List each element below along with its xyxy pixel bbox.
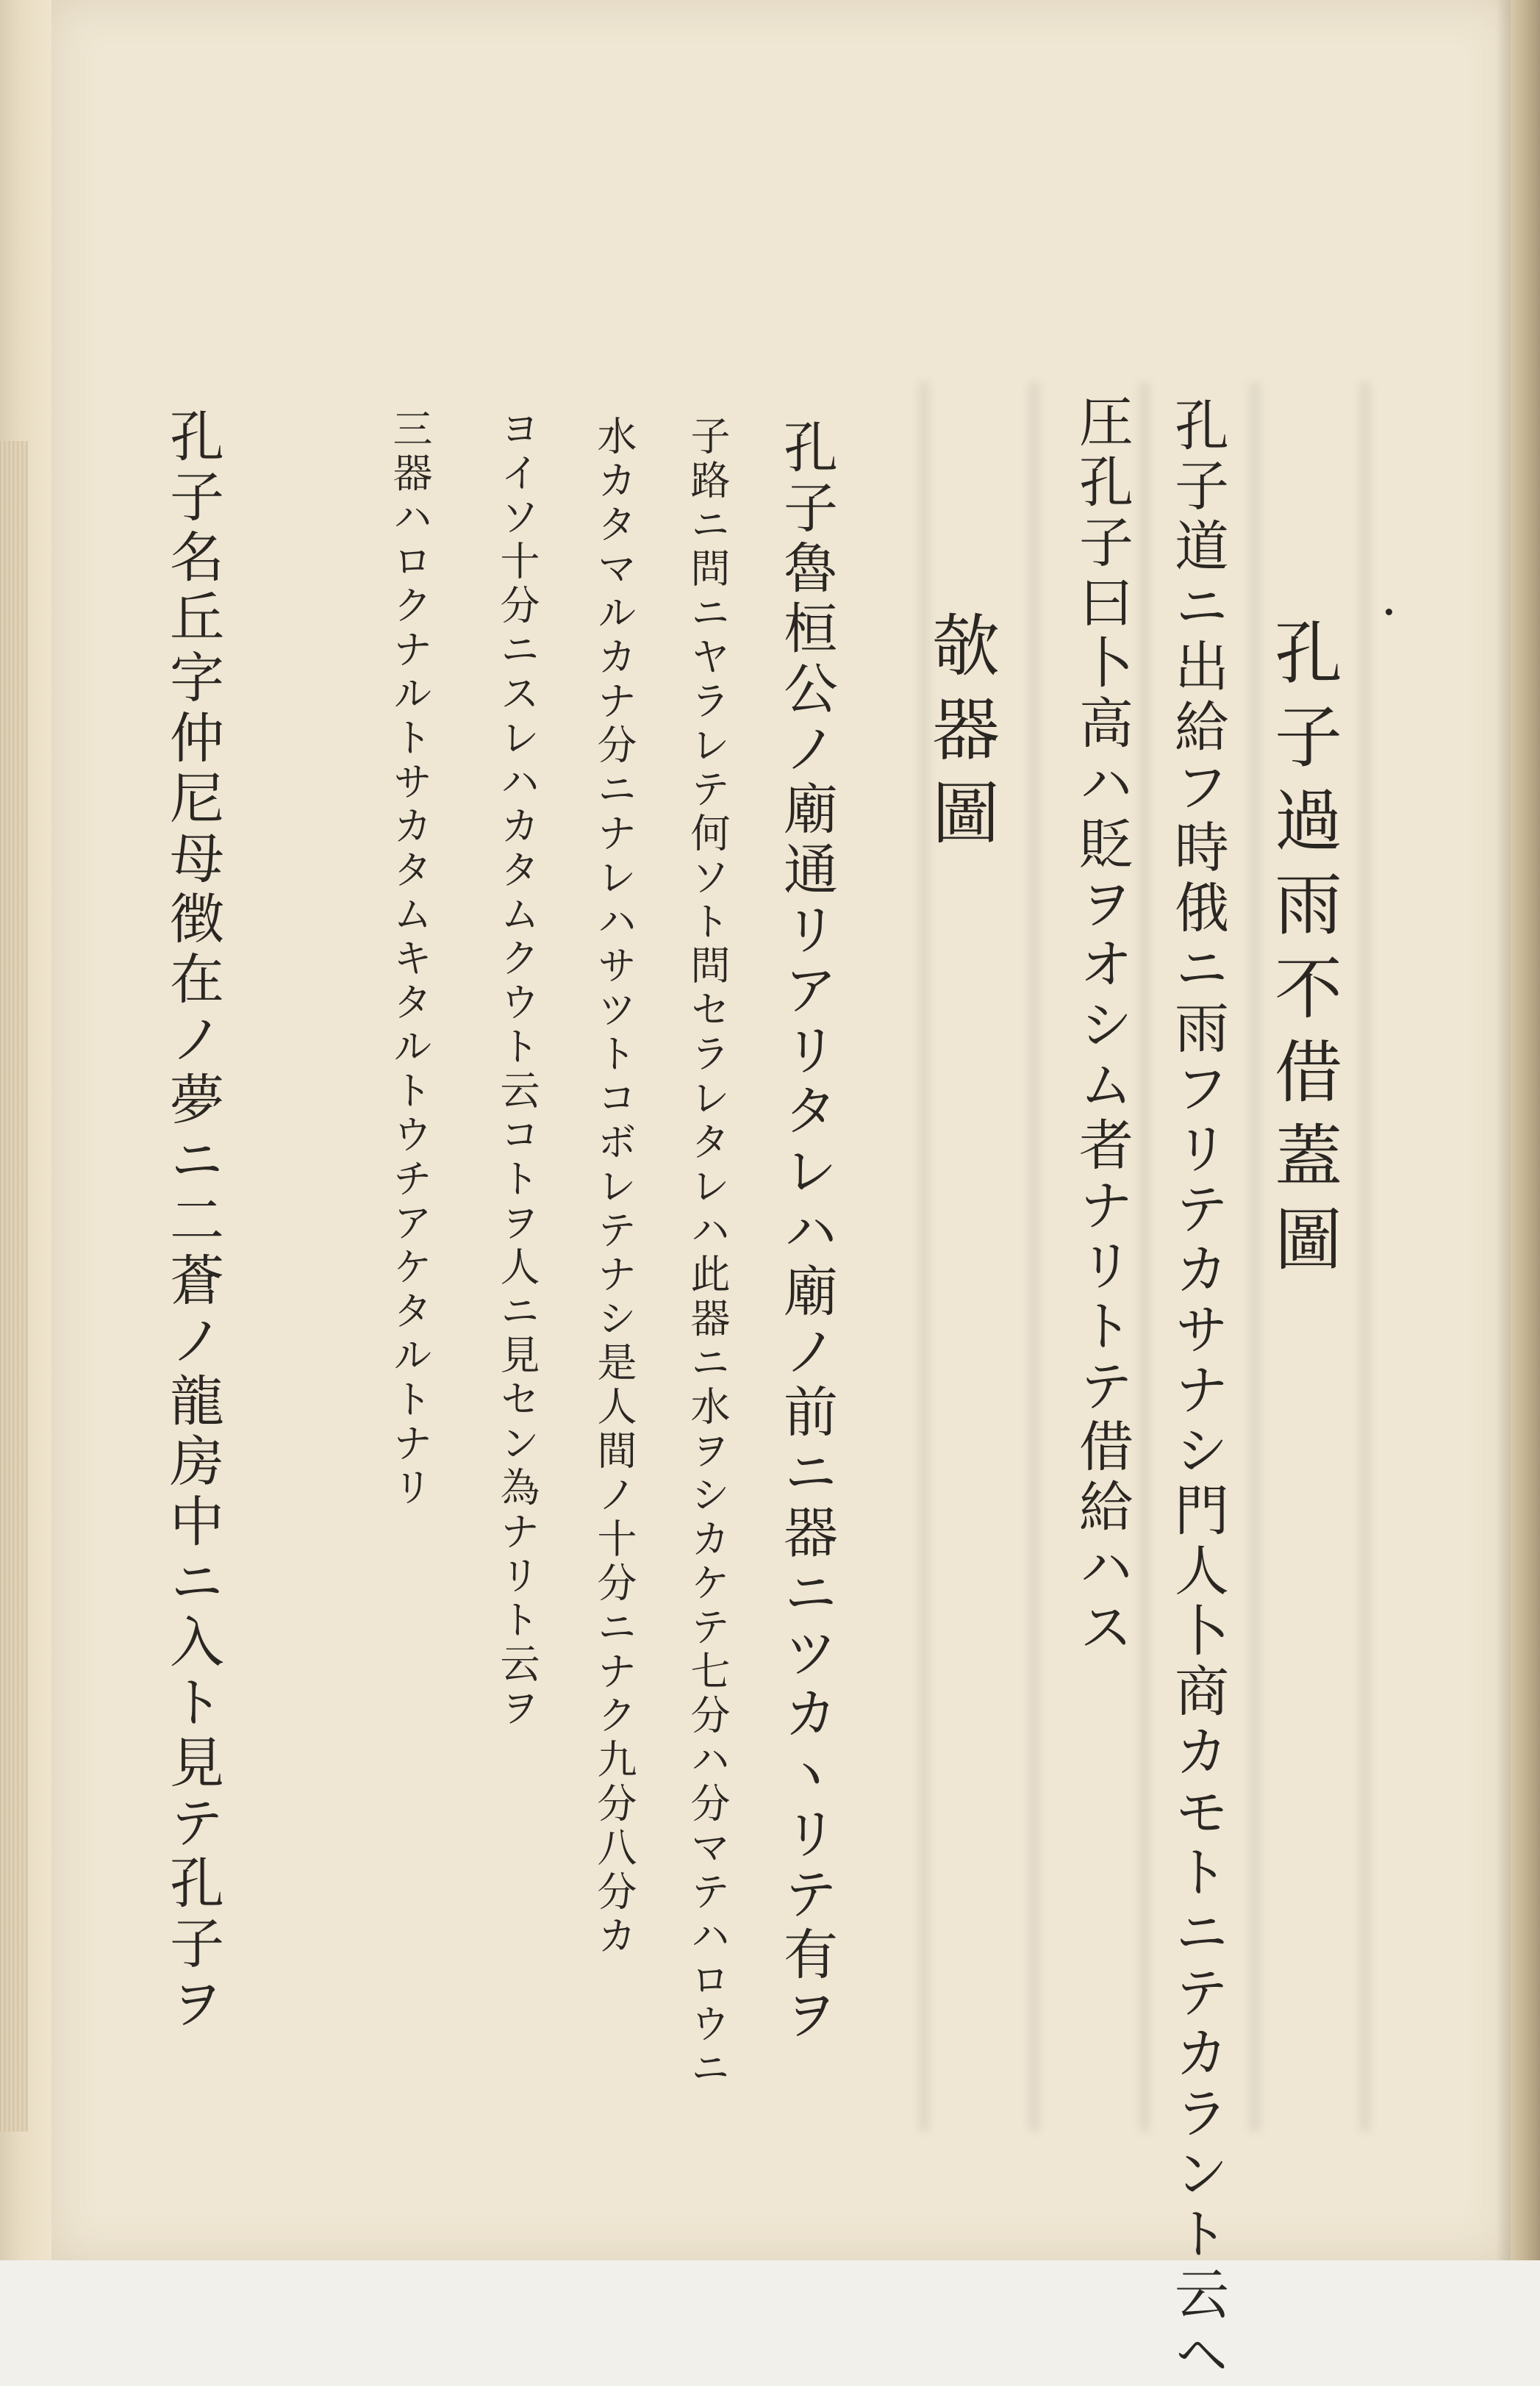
gutter-shadow xyxy=(1496,0,1511,2260)
text-column-8: 孔子名丘字仲尼母徴在ノ夢ニ二蒼ノ龍房中ニ入ト見テ孔子ヲ xyxy=(161,408,224,2035)
title-qiqi: 欹器圖 xyxy=(921,610,1000,861)
page-edge-right xyxy=(1511,0,1540,2260)
ink-dot xyxy=(1386,609,1392,615)
text-column-6: ヨイソ十分ニスレハカタムクウト云コトヲ人ニ見セン為ナリト云ヲ xyxy=(494,408,540,1731)
text-column-1: 孔子道ニ出給フ時俄ニ雨フリテカサナシ門人卜商カモトニテカラント云ヘ xyxy=(1166,397,1229,2386)
page-stack xyxy=(0,441,28,2132)
title-kongzi-rain: 孔子過雨不借蓋圖 xyxy=(1264,617,1342,1288)
text-column-2: 圧孔子曰卜高ハ貶ヲオシム者ナリトテ借給ハス xyxy=(1070,393,1133,1659)
text-column-4: 子路ニ問ニヤラレテ何ソト問セラレタレハ此器ニ水ヲシカケテ七分ハ分マテハロウニ xyxy=(684,415,731,2091)
page-edge-left xyxy=(0,0,51,2260)
text-column-3: 孔子魯桓公ノ廟通リアリタレハ廟ノ前ニ器ニツカヽリテ有ヲ xyxy=(775,419,838,2046)
text-column-5: 水カタマルカナ分ニナレハサツトコボレテナシ是人間ノ十分ニナク九分八分カ xyxy=(591,415,637,1959)
text-column-7: 三器ハロクナルトサカタムキタルトウチアケタルトナリ xyxy=(387,408,433,1511)
